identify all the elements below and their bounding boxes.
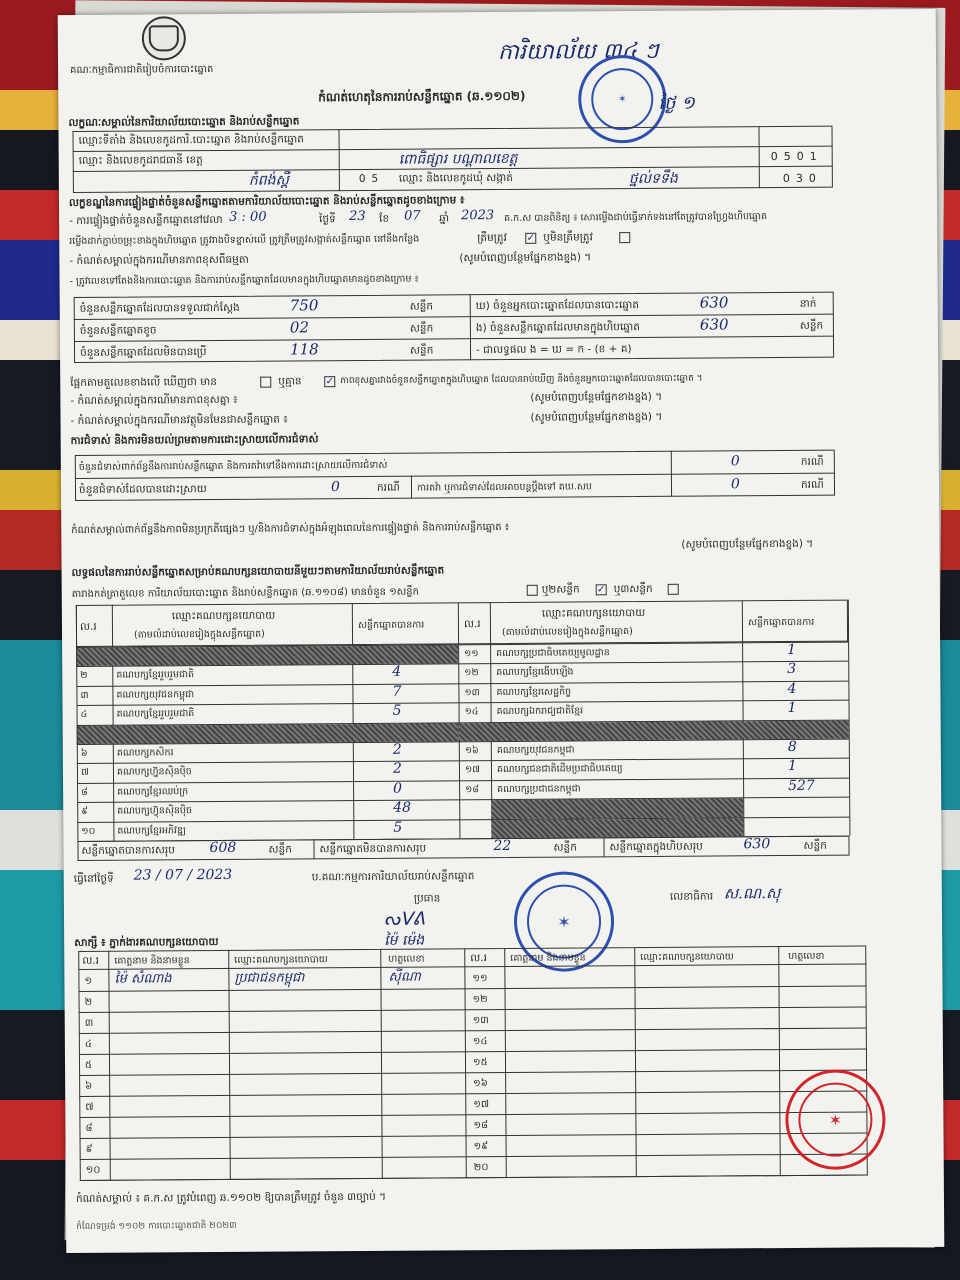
party-votes: 1 — [787, 641, 797, 659]
discrepancy-tail: ភាពខុសគ្នារវាងចំនួនសន្លឹកឆ្នោតក្នុងហិបឆ្នោត ដែលបានរាប់ឃើញ និងចំនួនអ្នកបោះឆ្នោតដែលបានបោះឆ្នោត ។ — [340, 373, 703, 387]
col-no-right: ល.រ — [463, 618, 481, 631]
party-name: គណបក្សប្រជាជនកម្ពុជា — [497, 783, 581, 795]
party-name: គណបក្សខ្មែរសេដ្ឋកិច្ច — [496, 686, 572, 698]
agent-no: ៤ — [84, 1038, 93, 1050]
ballot-counting-report — [58, 9, 945, 1253]
voters-unit: នាក់ — [799, 297, 817, 310]
president-label: ប្រធាន — [413, 892, 441, 905]
seal-ok-checkbox[interactable]: ✓ — [526, 232, 535, 244]
party-name: គណបក្សកសិករ — [116, 747, 174, 759]
president-signature: ᔓᐯᕕ — [383, 908, 425, 930]
time-value: 3 : 00 — [229, 209, 267, 225]
sheet-1-checkbox[interactable] — [527, 585, 538, 596]
blue-stamp-top: ✶ — [578, 55, 667, 144]
top-stamp-note: ថ្ងៃ ១ — [658, 92, 695, 114]
col-no-left: ល.រ — [79, 620, 97, 633]
discrepancy-no-label: ឬគ្មាន — [278, 375, 302, 388]
date-label: ធ្វើនៅថ្ងៃទី — [73, 872, 114, 885]
party-votes: 5 — [392, 702, 402, 719]
party-votes: 3 — [787, 661, 797, 678]
party-no: ៧ — [80, 767, 89, 779]
count-formula: - ជាលទ្ធផល ង = ឃ = ក - (ខ + គ) — [475, 343, 632, 357]
form-title: កំណត់ហេតុនៃការរាប់សន្លឹកឆ្នោត (ឆ.១១០២) — [318, 88, 526, 105]
received-label: ចំនួនសន្លឹកឆ្នោតដែលបានទទួលជាក់ស្ដែង — [79, 301, 240, 315]
party-no: ៩ — [81, 806, 89, 818]
secretary-label: លេខាធិការ — [669, 890, 714, 903]
agent-no: ៧ — [85, 1101, 94, 1113]
col-votes-right: សន្លឹកឆ្នោតបានការ — [747, 616, 815, 629]
agents-col-sig: ហត្ថលេខា — [388, 953, 425, 965]
section1-heading: លក្ខណៈសម្គាល់នៃការិយាល័យបោះឆ្នោត និងរាប់សន្លឹកឆ្នោត — [68, 115, 300, 130]
unused-value: 118 — [289, 340, 319, 359]
party-votes: 7 — [392, 683, 402, 700]
abnormal-note-label: - កំណត់សម្គាល់ក្នុងករណីមានភាពខុសពីធម្មតា — [69, 253, 249, 268]
box-count-intro: - ត្រូវលេខទៅតែងនិងការបោះឆ្នោត និងការរាប់សន្លឹកឆ្នោតដែលមានក្នុងហិបឆ្នោតមានដូចខាងក្រោម ៖ — [69, 273, 419, 288]
party-name: គណបក្សខ្មែររួបរួមជាតិ — [116, 669, 195, 682]
resolved-label: ចំនួនជំទាស់ដែលបានដោះស្រាយ — [78, 483, 207, 496]
office-label: ប.គណៈកម្មការការិយាល័យរាប់សន្លឹកឆ្នោត — [311, 870, 475, 884]
agent-no-right: ១២ — [472, 994, 488, 1006]
totals-row — [77, 836, 849, 861]
agent-no: ៦ — [85, 1080, 93, 1092]
party-no: ២ — [80, 670, 88, 682]
objection-count-unit: ករណី — [800, 455, 824, 468]
party-no: ៣ — [80, 689, 89, 701]
month-value: 07 — [404, 208, 421, 224]
invalid-total-value: 22 — [493, 837, 512, 855]
party-row-line — [77, 758, 849, 764]
agent-no-right: ១៥ — [472, 1057, 488, 1069]
valid-total-value: 608 — [209, 839, 237, 857]
party-name: គណបក្សយុវជនកម្ពុជា — [116, 688, 195, 701]
party-votes: 2 — [392, 761, 402, 778]
voters-value: 630 — [699, 293, 729, 312]
party-votes: 2 — [392, 741, 402, 758]
sheet-3-label: ឬ៣សន្លឹក — [613, 582, 653, 596]
party-name: គណបក្សហ៊្វុនស៊ិនប៉ិច — [117, 805, 193, 817]
party-row-shaded — [491, 799, 743, 819]
agent-no-right: ១៤ — [472, 1036, 488, 1048]
voters-label: ឃ) ចំនួនអ្នកបោះឆ្នោតដែលបានបោះឆ្នោត — [475, 299, 640, 313]
agent-no: ១ — [84, 975, 93, 987]
red-stamp: ✶ — [785, 1069, 886, 1170]
party-no: ១០ — [81, 825, 96, 837]
agent-no: ២ — [84, 996, 93, 1008]
col-party-left: ឈ្មោះគណបក្សនយោបាយ — [171, 609, 276, 623]
sheet-2-label: ឬ២សន្លឹក — [541, 583, 580, 596]
irregularities-hint: (សូមបំពេញបន្ថែមផ្នែកខាងខ្នង) ។ — [681, 537, 814, 551]
resolved-value: 0 — [330, 479, 340, 496]
party-no: ១៤ — [464, 706, 479, 718]
blue-stamp-office: ✶ — [514, 871, 615, 972]
col-votes-left: សន្លឹកឆ្នោតបានការ — [357, 619, 425, 631]
party-name: គណបក្សខ្មែរឈប់ក្រ — [117, 785, 189, 798]
non-ballot-note: - កំណត់សម្គាល់ក្នុងករណីមានវត្ថុមិនមែនជាសន្លឹកឆ្នោត ៖ — [70, 413, 288, 427]
received-value: 750 — [289, 296, 319, 315]
party-name: គណបក្សជនជាតិដើមប្រជាធិបតេយ្យ — [496, 763, 623, 776]
spoiled-unit: សន្លឹក — [409, 322, 434, 335]
party-name: គណបក្សហ្វ៊ុនស៊ិនប៉ិច — [116, 766, 192, 779]
sheet-2-checkbox[interactable]: ✓ — [596, 584, 606, 596]
agent-no: ៨ — [85, 1122, 93, 1134]
party-name: គណបក្សខ្មែររួបរួមជាតិ — [116, 708, 195, 720]
section2-heading: លក្ខខណ្ឌនៃការផ្ទៀងផ្ទាត់ចំនួនសន្លឹកឆ្នោតតាមការិយាល័យបោះឆ្នោត និងរាប់សន្លឹកឆ្នោតដូចខាងក្រោម ៖ — [68, 194, 465, 210]
received-unit: សន្លឹក — [409, 300, 434, 313]
agent-1-party: ប្រជាជនកម្ពុជា — [234, 970, 305, 986]
top-handwritten-note: ការិយាល័យ ៣៤ ៗ — [497, 38, 659, 66]
code-1: 0501 — [770, 149, 823, 164]
sheet-3-checkbox[interactable] — [668, 584, 679, 595]
invalid-total-label: សន្លឹកឆ្នោតមិនបានការសរុប — [319, 842, 427, 856]
objection-count-label: ចំនួនជំទាស់ពាក់ព័ន្ធនឹងការរាប់សន្លឹកឆ្នោត និងការតវ៉ាទៅនឹងការដោះស្រាយលើការជំទាស់ — [78, 459, 388, 473]
province-value: កំពង់ស្ពឺ — [248, 172, 289, 189]
discrepancy-note: - កំណត់សម្គាល់ក្នុងករណីមានភាពខុសគ្នា ៖ — [70, 393, 238, 408]
resolved-unit: ករណី — [376, 481, 400, 494]
year-value: 2023 — [461, 208, 495, 224]
agent-no-right: ១៣ — [472, 1015, 489, 1027]
footer-bottom: កំណែទម្រង់ ១១០២ ការបោះឆ្នោតជាតិ ២០២៣ — [76, 1220, 237, 1232]
day-value: 23 — [349, 208, 366, 225]
party-name: គណបក្សយុវជនកម្ពុជា — [496, 744, 575, 757]
province-code: 05 — [358, 172, 385, 185]
party-no: ១២ — [464, 667, 479, 679]
agents-col-party: ឈ្មោះគណបក្សនយោបាយ — [234, 954, 328, 966]
polling-name-value: ពោធិផ្សារ បណ្ដាលខេត្ត — [398, 150, 518, 168]
col-party-right: ឈ្មោះគណបក្សនយោបាយ — [541, 606, 646, 620]
abnormal-note-hint: (សូមបំពេញបន្ថែមផ្នែកខាងខ្នង) ។ — [459, 251, 592, 265]
party-name: គណបក្សខ្មែរងើបឡើង — [496, 666, 574, 679]
party-votes: 527 — [788, 777, 815, 794]
party-votes: 1 — [787, 700, 797, 717]
agent-no: ៥ — [84, 1059, 93, 1071]
spoiled-label: ចំនួនសន្លឹកឆ្នោតខូច — [79, 324, 157, 337]
in-box-unit: សន្លឹក — [799, 319, 824, 332]
time-text: - ការផ្ទៀងផ្ទាត់ចំនួនសន្លឹកឆ្នោតនៅវេលា — [69, 213, 223, 228]
party-name: គណបក្សខ្មែរអភិវឌ្ឍ — [117, 824, 186, 837]
seal-no-checkbox[interactable] — [619, 232, 630, 243]
col-party-sub-left: (តាមលំដាប់លេខរៀងក្នុងសន្លឹកឆ្នោត) — [133, 628, 265, 641]
objections-heading: ការជំទាស់ និងការមិនយល់ព្រមតាមការដោះស្រាយលើការជំទាស់ — [70, 433, 319, 447]
party-no: ១៨ — [465, 783, 480, 796]
agent-no-right: ១៨ — [473, 1120, 489, 1132]
date-value: 23 / 07 / 2023 — [133, 866, 233, 884]
president-name: ម៉ៃ ម៉េង — [384, 932, 425, 949]
appeal-label: ការតវ៉ា ឬការជំទាស់ដែលអាចបន្តប្ដឹងទៅ គឃ.សប — [416, 481, 592, 494]
party-votes: 48 — [393, 799, 412, 816]
seal-no-label: ឬមិនត្រឹមត្រូវ — [543, 231, 593, 244]
spoiled-value: 02 — [289, 318, 310, 337]
party-votes: 4 — [787, 680, 797, 697]
party-no: ៤ — [80, 709, 88, 721]
month-label: ខែ — [379, 212, 390, 225]
province-label: ឈ្មោះ និងលេខកូដរាជធានី ខេត្ត — [78, 154, 203, 167]
agent-no-right: ១១ — [472, 973, 488, 985]
seal-check-text: រម្លើងដាក់ភ្ជាប់ចម្រុះខាងក្នុងហិបឆ្នោត ត្រូវរាងបិទខ្ទាស់លើ ត្រូវត្រឹមត្រូវសង្កាត់សន្លឹកឆ្នោត នៅនឹងកន្លែង — [69, 233, 420, 248]
agents-heading: សាក្សី ៖ ភ្នាក់ងារគណបក្សនយោបាយ — [74, 935, 219, 949]
party-votes: 0 — [393, 780, 403, 797]
appeal-value: 0 — [730, 476, 740, 493]
polling-station-label: ឈ្មោះទីតាំង និងលេខកូដការិ.បោះឆ្នោត និងរាប់សន្លឹកឆ្នោត — [78, 133, 304, 147]
in-box-value: 630 — [699, 315, 729, 334]
party-no: ៨ — [81, 786, 88, 798]
party-row-shaded — [491, 818, 743, 838]
agent-no: ១០ — [85, 1164, 101, 1176]
party-votes: 4 — [392, 664, 402, 681]
col-party-sub-right: (តាមលំដាប់លេខរៀងក្នុងសន្លឹកឆ្នោត) — [501, 626, 633, 638]
all-total-value: 630 — [743, 836, 771, 853]
footer-note: កំណត់សម្គាល់ ៖ គ.ក.ស ត្រូវបំពេញ ឆ.១១០២ ឱ្យបានត្រឹមត្រូវ ចំនួន ៣ច្បាប់ ។ — [75, 1190, 387, 1205]
non-ballot-note-hint: (សូមបំពេញបន្ថែមផ្នែកខាងខ្នង) ។ — [530, 410, 663, 424]
commune-value: ថ្នល់ទទឹង — [628, 170, 678, 188]
party-no: ១៣ — [464, 686, 480, 699]
party-row-line — [77, 777, 849, 783]
party-votes: 8 — [787, 738, 797, 756]
after-date-text: គ.ក.ស បានពិនិត្យ ៖ សោរម្លើងជាប់ធ្វើទាក់ទងនៅតែត្រូវបានហ្វ្រែងហិបឆ្នោត — [504, 211, 768, 224]
irregularities-note: កំណត់សម្គាល់ពាក់ព័ន្ធនឹងភាពមិនប្រក្រតីផ្សេងៗ ឬ/និងការជំទាស់ក្នុងអំឡុងពេលនៃការផ្ទៀងផ្ទាត់ និងការរាប់សន្លឹកឆ្នោត ៖ — [71, 521, 510, 536]
agent-1-name: ម៉ៃ សំណាង — [114, 971, 172, 987]
results-sheet-line: តារាងកត់ត្រាតួលេខ ការិយាល័យបោះឆ្នោត និងរាប់សន្លឹកឆ្នោត (ឆ.១១០៨) មានចំនួន ១សន្លឹក — [71, 586, 420, 600]
party-votes: 1 — [787, 758, 797, 775]
agent-no-right: ១៧ — [473, 1099, 490, 1111]
party-no: ១១ — [464, 648, 479, 660]
discrepancy-note-hint: (សូមបំពេញបន្ថែមផ្នែកខាងខ្នង) ។ — [530, 390, 663, 404]
agents-col-no: ល.រ — [82, 954, 100, 967]
discrepancy-no-checkbox[interactable]: ✓ — [325, 376, 334, 388]
agent-no: ៩ — [85, 1143, 93, 1155]
party-no: ៦ — [80, 747, 88, 759]
unused-label: ចំនួនសន្លឹកឆ្នោតដែលមិនបានប្រើ — [80, 346, 207, 359]
in-box-label: ង) ចំនួនសន្លឹកឆ្នោតដែលមានក្នុងហិបឆ្នោត — [475, 321, 640, 335]
agent-no-right: ២០ — [473, 1162, 489, 1174]
agents-col-sig-right: ហត្ថលេខា — [788, 950, 825, 963]
seal-ok-label: ត្រឹមត្រូវ — [477, 231, 507, 245]
all-total-unit: សន្លឹក — [803, 839, 827, 852]
secretary-signature: ស.ណ.សុ — [723, 884, 781, 903]
results-heading: លទ្ធផលនៃការរាប់សន្លឹកឆ្នោតសម្រាប់គណបក្សនយោបាយនីមួយៗតាមការិយាល័យរាប់សន្លឹកឆ្នោត — [71, 564, 445, 579]
agent-no-right: ១៦ — [473, 1078, 488, 1090]
invalid-total-unit: សន្លឹក — [553, 841, 577, 854]
party-votes: 5 — [393, 819, 403, 836]
code-2: 030 — [782, 171, 822, 186]
agents-col-party-right: ឈ្មោះគណបក្សនយោបាយ — [640, 951, 734, 964]
discrepancy-yes-checkbox[interactable] — [260, 377, 271, 388]
unused-unit: សន្លឹក — [409, 344, 434, 357]
committee-name: គណៈកម្មាធិការជាតិរៀបចំការបោះឆ្នោត — [70, 63, 214, 76]
agents-col-name-right: គោត្តនាម និងនាមខ្លួន — [510, 952, 586, 964]
commune-label: ឈ្មោះ និងលេខកូដឃុំ សង្កាត់ — [398, 171, 513, 185]
party-no: ១៦ — [464, 745, 479, 757]
nec-logo — [142, 16, 186, 60]
agents-col-name: គោត្តនាម និងនាមខ្លួន — [114, 955, 190, 967]
party-name: គណបក្សប្រជាធិបតេយ្យមូលដ្ឋាន — [496, 647, 610, 660]
all-total-label: សន្លឹកឆ្នោតក្នុងហិបសរុប — [609, 840, 703, 854]
agent-no-right: ១៩ — [473, 1141, 489, 1153]
party-no: ១៧ — [464, 764, 480, 776]
valid-total-label: សន្លឹកឆ្នោតបានការសរុប — [81, 844, 175, 857]
appeal-unit: ករណី — [800, 478, 824, 491]
party-table-border — [848, 600, 851, 836]
day-label: ថ្ងៃទី — [319, 213, 336, 226]
objection-count-value: 0 — [730, 453, 740, 470]
agent-no: ៣ — [84, 1017, 94, 1029]
agent-1-signature: ស៊ីណា — [388, 969, 421, 985]
party-name: គណបក្សឯករាជ្យជាតិខ្មែរ — [496, 705, 584, 718]
year-label: ឆ្នាំ — [439, 212, 450, 225]
valid-total-unit: សន្លឹក — [268, 843, 292, 856]
discrepancy-line: ផ្អែកតាមតួលេខខាងលើ ឃើញថា មាន — [70, 375, 217, 390]
agents-col-no-right: ល.រ — [470, 952, 487, 965]
